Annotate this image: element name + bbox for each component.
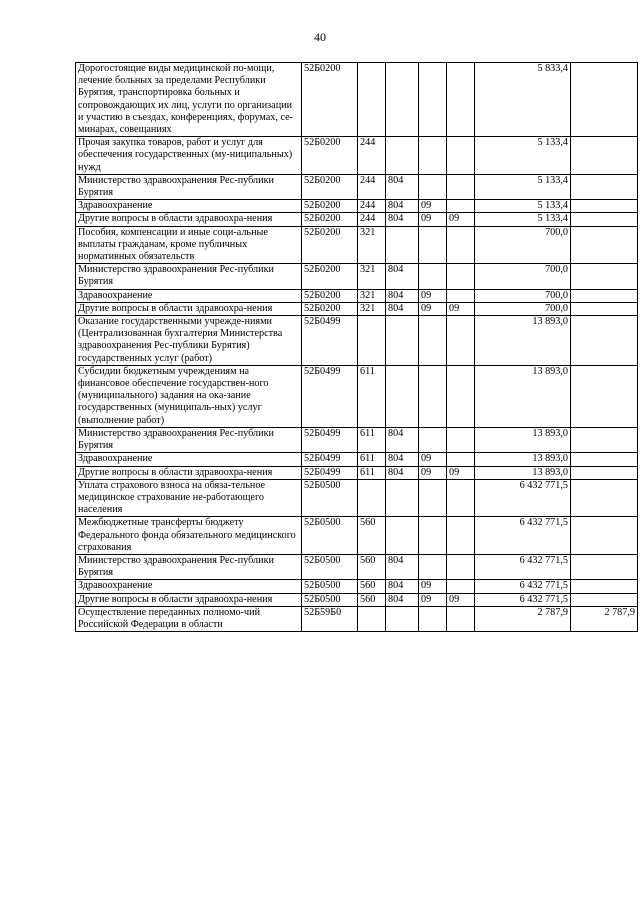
target-article-cell: 52Б0499 <box>302 427 358 452</box>
subsection-cell <box>447 137 475 175</box>
subsection-cell <box>447 479 475 517</box>
subsection-cell <box>447 200 475 213</box>
subsection-cell <box>447 289 475 302</box>
table-row <box>76 226 638 264</box>
target-article-cell: 52Б0200 <box>302 302 358 315</box>
table-row <box>76 554 638 579</box>
subvention-amount-cell <box>571 264 638 289</box>
section-cell <box>419 606 447 631</box>
expense-type-cell: 611 <box>358 427 386 452</box>
section-cell <box>419 137 447 175</box>
amount-cell: 6 432 771,5 <box>475 593 571 606</box>
item-name-cell: Министерство здравоохранения Рес-публики Бурятия <box>76 174 302 199</box>
subvention-amount-cell <box>571 427 638 452</box>
item-name-cell: Оказание государственными учрежде-ниями (Централизованная бухгалтерия Министерства здравоохранения Рес-публики Бурятия) государственных услуг (работ) <box>76 316 302 366</box>
subvention-amount-cell <box>571 213 638 226</box>
subvention-amount-cell <box>571 580 638 593</box>
table-row <box>76 365 638 427</box>
item-name-cell: Другие вопросы в области здравоохра-нения <box>76 213 302 226</box>
subsection-cell <box>447 264 475 289</box>
subsection-cell: 09 <box>447 593 475 606</box>
table-row <box>76 264 638 289</box>
amount-cell: 6 432 771,5 <box>475 580 571 593</box>
expense-type-cell: 560 <box>358 580 386 593</box>
item-name-cell: Дорогостоящие виды медицинской по-мощи, лечение больных за пределами Республики Бурятия, транспортировка больных и сопровождающих их лиц, услуги по организации и участию в съездах, конференциях, форумах, се-минарах, совещаниях <box>76 63 302 137</box>
section-cell: 09 <box>419 213 447 226</box>
subsection-cell: 09 <box>447 466 475 479</box>
budget-manager-cell: 804 <box>386 427 419 452</box>
amount-cell: 700,0 <box>475 264 571 289</box>
section-cell <box>419 63 447 137</box>
table-row <box>76 479 638 517</box>
budget-manager-cell <box>386 517 419 555</box>
expense-type-cell: 611 <box>358 453 386 466</box>
subsection-cell <box>447 606 475 631</box>
amount-cell: 5 133,4 <box>475 200 571 213</box>
subvention-amount-cell <box>571 554 638 579</box>
target-article-cell: 52Б0499 <box>302 453 358 466</box>
amount-cell: 13 893,0 <box>475 466 571 479</box>
subvention-amount-cell <box>571 137 638 175</box>
item-name-cell: Субсидии бюджетным учреждениям на финансовое обеспечение государствен-ного (муниципального) задания на ока-зание государственных (муниципаль-ных) услуг (выполнение работ) <box>76 365 302 427</box>
budget-manager-cell: 804 <box>386 264 419 289</box>
budget-manager-cell: 804 <box>386 466 419 479</box>
table-body <box>76 63 638 632</box>
amount-cell: 700,0 <box>475 226 571 264</box>
subvention-amount-cell: 2 787,9 <box>571 606 638 631</box>
section-cell <box>419 316 447 366</box>
section-cell <box>419 427 447 452</box>
budget-manager-cell <box>386 63 419 137</box>
item-name-cell: Пособия, компенсации и иные соци-альные выплаты гражданам, кроме публичных нормативных обязательств <box>76 226 302 264</box>
expense-type-cell: 321 <box>358 226 386 264</box>
budget-manager-cell <box>386 316 419 366</box>
expense-type-cell: 560 <box>358 593 386 606</box>
item-name-cell: Прочая закупка товаров, работ и услуг для обеспечения государственных (му-ниципальных) нужд <box>76 137 302 175</box>
expense-type-cell: 244 <box>358 200 386 213</box>
subsection-cell <box>447 63 475 137</box>
target-article-cell: 52Б0200 <box>302 289 358 302</box>
subvention-amount-cell <box>571 365 638 427</box>
budget-manager-cell <box>386 479 419 517</box>
subsection-cell <box>447 427 475 452</box>
subvention-amount-cell <box>571 200 638 213</box>
amount-cell: 5 833,4 <box>475 63 571 137</box>
section-cell <box>419 174 447 199</box>
item-name-cell: Министерство здравоохранения Рес-публики Бурятия <box>76 554 302 579</box>
section-cell <box>419 554 447 579</box>
subvention-amount-cell <box>571 174 638 199</box>
target-article-cell: 52Б0200 <box>302 174 358 199</box>
expense-type-cell <box>358 63 386 137</box>
amount-cell: 2 787,9 <box>475 606 571 631</box>
budget-manager-cell: 804 <box>386 174 419 199</box>
section-cell: 09 <box>419 289 447 302</box>
subvention-amount-cell <box>571 63 638 137</box>
table-row <box>76 593 638 606</box>
section-cell: 09 <box>419 580 447 593</box>
expense-type-cell: 321 <box>358 302 386 315</box>
expense-type-cell <box>358 316 386 366</box>
amount-cell: 13 893,0 <box>475 427 571 452</box>
expense-type-cell <box>358 479 386 517</box>
subsection-cell: 09 <box>447 213 475 226</box>
target-article-cell: 52Б0200 <box>302 200 358 213</box>
subsection-cell <box>447 517 475 555</box>
target-article-cell: 52Б0500 <box>302 517 358 555</box>
budget-manager-cell: 804 <box>386 593 419 606</box>
item-name-cell: Межбюджетные трансферты бюджету Федерального фонда обязательного медицинского страхования <box>76 517 302 555</box>
subvention-amount-cell <box>571 226 638 264</box>
amount-cell: 13 893,0 <box>475 316 571 366</box>
budget-manager-cell <box>386 137 419 175</box>
target-article-cell: 52Б0200 <box>302 226 358 264</box>
expense-type-cell <box>358 606 386 631</box>
subsection-cell <box>447 226 475 264</box>
subsection-cell <box>447 453 475 466</box>
table-row <box>76 466 638 479</box>
amount-cell: 6 432 771,5 <box>475 554 571 579</box>
budget-manager-cell: 804 <box>386 302 419 315</box>
subvention-amount-cell <box>571 517 638 555</box>
expense-type-cell: 560 <box>358 554 386 579</box>
expense-type-cell: 244 <box>358 213 386 226</box>
section-cell: 09 <box>419 200 447 213</box>
budget-manager-cell: 804 <box>386 200 419 213</box>
budget-manager-cell: 804 <box>386 580 419 593</box>
table-row <box>76 137 638 175</box>
subsection-cell <box>447 365 475 427</box>
target-article-cell: 52Б0200 <box>302 63 358 137</box>
table-row <box>76 289 638 302</box>
table-row <box>76 316 638 366</box>
expense-type-cell: 244 <box>358 174 386 199</box>
section-cell <box>419 226 447 264</box>
subsection-cell <box>447 580 475 593</box>
amount-cell: 5 133,4 <box>475 137 571 175</box>
item-name-cell: Здравоохранение <box>76 580 302 593</box>
item-name-cell: Здравоохранение <box>76 453 302 466</box>
section-cell: 09 <box>419 453 447 466</box>
section-cell <box>419 264 447 289</box>
budget-manager-cell <box>386 365 419 427</box>
subsection-cell: 09 <box>447 302 475 315</box>
table-row <box>76 580 638 593</box>
target-article-cell: 52Б0500 <box>302 580 358 593</box>
item-name-cell: Министерство здравоохранения Рес-публики Бурятия <box>76 264 302 289</box>
expense-type-cell: 611 <box>358 466 386 479</box>
subsection-cell <box>447 174 475 199</box>
table-row <box>76 453 638 466</box>
table-row <box>76 606 638 631</box>
expense-type-cell: 611 <box>358 365 386 427</box>
amount-cell: 700,0 <box>475 302 571 315</box>
target-article-cell: 52Б0200 <box>302 264 358 289</box>
section-cell: 09 <box>419 466 447 479</box>
amount-cell: 13 893,0 <box>475 365 571 427</box>
item-name-cell: Здравоохранение <box>76 289 302 302</box>
item-name-cell: Осуществление переданных полномо-чий Российской Федерации в области <box>76 606 302 631</box>
table-row <box>76 427 638 452</box>
section-cell <box>419 517 447 555</box>
subvention-amount-cell <box>571 289 638 302</box>
subsection-cell <box>447 554 475 579</box>
section-cell <box>419 365 447 427</box>
table-row <box>76 63 638 137</box>
table-row <box>76 174 638 199</box>
item-name-cell: Здравоохранение <box>76 200 302 213</box>
target-article-cell: 52Б0500 <box>302 554 358 579</box>
subvention-amount-cell <box>571 316 638 366</box>
subvention-amount-cell <box>571 453 638 466</box>
table-row <box>76 302 638 315</box>
expense-type-cell: 560 <box>358 517 386 555</box>
subvention-amount-cell <box>571 479 638 517</box>
table-row <box>76 517 638 555</box>
target-article-cell: 52Б0499 <box>302 365 358 427</box>
item-name-cell: Другие вопросы в области здравоохра-нения <box>76 466 302 479</box>
budget-manager-cell <box>386 606 419 631</box>
table-row <box>76 213 638 226</box>
item-name-cell: Другие вопросы в области здравоохра-нения <box>76 593 302 606</box>
subsection-cell <box>447 316 475 366</box>
target-article-cell: 52Б0499 <box>302 316 358 366</box>
section-cell: 09 <box>419 302 447 315</box>
page-number: 40 <box>314 30 326 44</box>
amount-cell: 13 893,0 <box>475 453 571 466</box>
item-name-cell: Уплата страхового взноса на обяза-тельное медицинское страхование не-работающего населения <box>76 479 302 517</box>
amount-cell: 5 133,4 <box>475 213 571 226</box>
budget-manager-cell: 804 <box>386 453 419 466</box>
subvention-amount-cell <box>571 466 638 479</box>
table-row <box>76 200 638 213</box>
target-article-cell: 52Б0200 <box>302 213 358 226</box>
target-article-cell: 52Б0499 <box>302 466 358 479</box>
budget-manager-cell: 804 <box>386 289 419 302</box>
budget-manager-cell <box>386 226 419 264</box>
target-article-cell: 52Б0500 <box>302 479 358 517</box>
target-article-cell: 52Б0500 <box>302 593 358 606</box>
budget-manager-cell: 804 <box>386 554 419 579</box>
section-cell <box>419 479 447 517</box>
budget-manager-cell: 804 <box>386 213 419 226</box>
amount-cell: 6 432 771,5 <box>475 479 571 517</box>
item-name-cell: Министерство здравоохранения Рес-публики Бурятия <box>76 427 302 452</box>
amount-cell: 700,0 <box>475 289 571 302</box>
amount-cell: 5 133,4 <box>475 174 571 199</box>
expense-type-cell: 321 <box>358 289 386 302</box>
section-cell: 09 <box>419 593 447 606</box>
item-name-cell: Другие вопросы в области здравоохра-нения <box>76 302 302 315</box>
expense-type-cell: 321 <box>358 264 386 289</box>
subvention-amount-cell <box>571 593 638 606</box>
amount-cell: 6 432 771,5 <box>475 517 571 555</box>
target-article-cell: 52Б59Б0 <box>302 606 358 631</box>
budget-table <box>75 62 638 632</box>
expense-type-cell: 244 <box>358 137 386 175</box>
subvention-amount-cell <box>571 302 638 315</box>
target-article-cell: 52Б0200 <box>302 137 358 175</box>
